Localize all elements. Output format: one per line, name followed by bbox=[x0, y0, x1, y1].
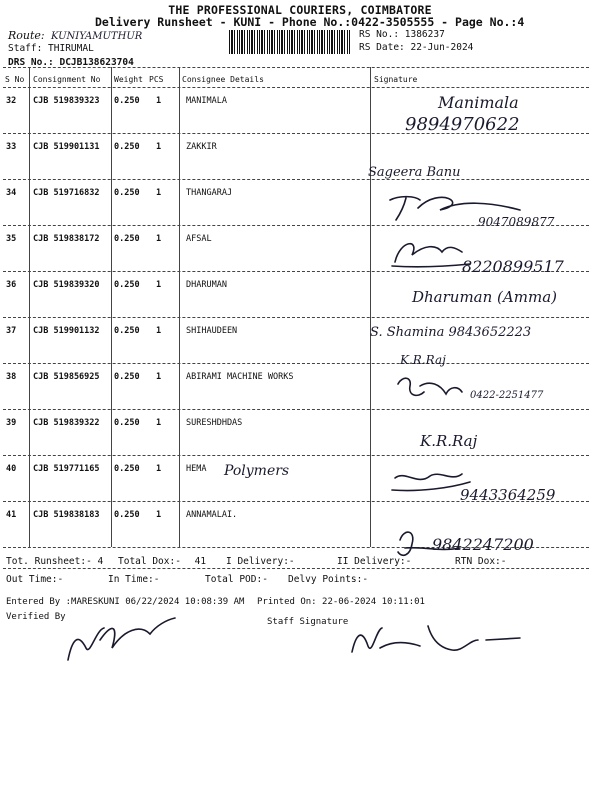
cell-pcs: 1 bbox=[156, 326, 162, 336]
tot-runsheet: Tot. Runsheet:- 4 bbox=[6, 556, 104, 567]
handwritten-phone: 9443364259 bbox=[460, 486, 556, 504]
table-divider bbox=[3, 271, 589, 272]
cell-weight: 0.250 bbox=[114, 280, 140, 290]
table-divider bbox=[3, 179, 589, 180]
rs-number: RS No.: 1386237 bbox=[359, 29, 445, 40]
route-value: KUNIYAMUTHUR bbox=[50, 31, 143, 42]
handwritten-name: Sageera Banu bbox=[368, 165, 461, 180]
cell-pcs: 1 bbox=[156, 280, 162, 290]
cell-weight: 0.250 bbox=[114, 326, 140, 336]
signature-staff bbox=[352, 626, 520, 652]
handwritten-phone: 0422-2251477 bbox=[470, 390, 544, 401]
cell-consignee: SURESHDHDAS bbox=[186, 418, 243, 428]
cell-consignment: CJB 519901131 bbox=[33, 142, 100, 152]
header-weight: Weight bbox=[114, 75, 143, 84]
cell-consignee: DHARUMAN bbox=[186, 280, 227, 290]
cell-sno: 32 bbox=[6, 96, 17, 106]
cell-pcs: 1 bbox=[156, 188, 162, 198]
route-label: Route: bbox=[8, 29, 45, 42]
signature-verified bbox=[68, 618, 175, 660]
cell-consignment: CJB 519838172 bbox=[33, 234, 100, 244]
total-dox-value: 41 bbox=[194, 556, 207, 567]
ii-delivery: II Delivery:- bbox=[337, 556, 412, 567]
header-sno: S No bbox=[5, 75, 25, 84]
cell-weight: 0.250 bbox=[114, 234, 140, 244]
verified-by: Verified By bbox=[6, 612, 66, 622]
cell-weight: 0.250 bbox=[114, 142, 140, 152]
footer-divider bbox=[3, 568, 589, 569]
column-rule bbox=[370, 67, 371, 547]
cell-pcs: 1 bbox=[156, 418, 162, 428]
cell-sno: 35 bbox=[6, 234, 17, 244]
table-divider bbox=[3, 87, 589, 88]
table-divider bbox=[3, 547, 589, 548]
cell-consignee: SHIHAUDEEN bbox=[186, 326, 238, 336]
handwritten-name: Manimala bbox=[438, 93, 519, 112]
handwritten-phone: 8220899517 bbox=[462, 257, 564, 276]
table-divider bbox=[3, 455, 589, 456]
cell-pcs: 1 bbox=[156, 142, 162, 152]
total-dox-label: Total Dox:- bbox=[118, 556, 181, 567]
cell-consignment: CJB 519838183 bbox=[33, 510, 100, 520]
route-line bbox=[8, 29, 142, 42]
cell-weight: 0.250 bbox=[114, 464, 140, 474]
cell-consignee: MANIMALA bbox=[186, 96, 227, 106]
cell-consignee: AFSAL bbox=[186, 234, 212, 244]
i-delivery: I Delivery:- bbox=[226, 556, 295, 567]
cell-consignee: HEMA bbox=[186, 464, 207, 474]
barcode bbox=[229, 30, 351, 54]
cell-sno: 38 bbox=[6, 372, 17, 382]
cell-weight: 0.250 bbox=[114, 418, 140, 428]
handwritten-name: S. Shamina 9843652223 bbox=[370, 325, 532, 340]
column-rule bbox=[179, 67, 180, 547]
table-divider bbox=[3, 317, 589, 318]
table-divider bbox=[3, 67, 589, 68]
header-signature: Signature bbox=[374, 75, 418, 84]
printed-on: Printed On: 22-06-2024 10:11:01 bbox=[257, 597, 425, 607]
header-consignment: Consignment No bbox=[33, 75, 101, 84]
total-pod: Total POD:- bbox=[205, 574, 268, 585]
delvy-points: Delvy Points:- bbox=[288, 574, 369, 585]
table-divider bbox=[3, 501, 589, 502]
cell-weight: 0.250 bbox=[114, 96, 140, 106]
cell-sno: 34 bbox=[6, 188, 17, 198]
cell-consignment: CJB 519839323 bbox=[33, 96, 100, 106]
rs-date: RS Date: 22-Jun-2024 bbox=[359, 42, 474, 53]
cell-consignment: CJB 519856925 bbox=[33, 372, 100, 382]
table-divider bbox=[3, 363, 589, 364]
cell-pcs: 1 bbox=[156, 96, 162, 106]
drs-number: DRS No.: DCJB138623704 bbox=[8, 57, 134, 68]
column-rule bbox=[29, 67, 30, 547]
handwritten-phone: 9842247200 bbox=[432, 535, 534, 554]
table-divider bbox=[3, 225, 589, 226]
runsheet-table bbox=[3, 67, 589, 547]
in-time: In Time:- bbox=[108, 574, 160, 585]
cell-pcs: 1 bbox=[156, 234, 162, 244]
cell-sno: 39 bbox=[6, 418, 17, 428]
staff-line: Staff: THIRUMAL bbox=[8, 43, 94, 54]
runsheet-title: Delivery Runsheet - KUNI - Phone No.:0422-3505555 - Page No.:4 bbox=[95, 15, 525, 29]
cell-consignee: ABIRAMI MACHINE WORKS bbox=[186, 372, 294, 382]
company-title: THE PROFESSIONAL COURIERS, COIMBATORE bbox=[168, 3, 432, 17]
cell-sno: 40 bbox=[6, 464, 17, 474]
header-consignee: Consignee Details bbox=[182, 75, 264, 84]
cell-weight: 0.250 bbox=[114, 372, 140, 382]
cell-weight: 0.250 bbox=[114, 510, 140, 520]
cell-consignment: CJB 519839320 bbox=[33, 280, 100, 290]
table-divider bbox=[3, 133, 589, 134]
cell-consignee: ZAKKIR bbox=[186, 142, 217, 152]
cell-pcs: 1 bbox=[156, 464, 162, 474]
cell-weight: 0.250 bbox=[114, 188, 140, 198]
column-rule bbox=[111, 67, 112, 547]
handwritten-phone: 9894970622 bbox=[405, 114, 520, 135]
staff-signature-label: Staff Signature bbox=[267, 617, 349, 627]
cell-consignee: THANGARAJ bbox=[186, 188, 233, 198]
handwritten-phone: 9047089877 bbox=[478, 215, 555, 229]
header-pcs: PCS bbox=[149, 75, 164, 84]
cell-consignee: ANNAMALAI. bbox=[186, 510, 238, 520]
cell-sno: 41 bbox=[6, 510, 17, 520]
cell-pcs: 1 bbox=[156, 372, 162, 382]
cell-consignment: CJB 519839322 bbox=[33, 418, 100, 428]
total-dox bbox=[118, 556, 206, 567]
cell-sno: 33 bbox=[6, 142, 17, 152]
handwritten-name: Dharuman (Amma) bbox=[412, 288, 557, 306]
handwritten-word: Polymers bbox=[224, 463, 290, 479]
cell-pcs: 1 bbox=[156, 510, 162, 520]
handwritten-name: K.R.Raj bbox=[420, 432, 478, 450]
table-divider bbox=[3, 409, 589, 410]
cell-consignment: CJB 519771165 bbox=[33, 464, 100, 474]
cell-sno: 36 bbox=[6, 280, 17, 290]
rtn-dox: RTN Dox:- bbox=[455, 556, 507, 567]
cell-consignment: CJB 519716832 bbox=[33, 188, 100, 198]
entered-by: Entered By :MARESKUNI 06/22/2024 10:08:39 AM bbox=[6, 597, 245, 607]
cell-sno: 37 bbox=[6, 326, 17, 336]
handwritten-name: K.R.Raj bbox=[400, 353, 446, 367]
cell-consignment: CJB 519901132 bbox=[33, 326, 100, 336]
out-time: Out Time:- bbox=[6, 574, 64, 585]
